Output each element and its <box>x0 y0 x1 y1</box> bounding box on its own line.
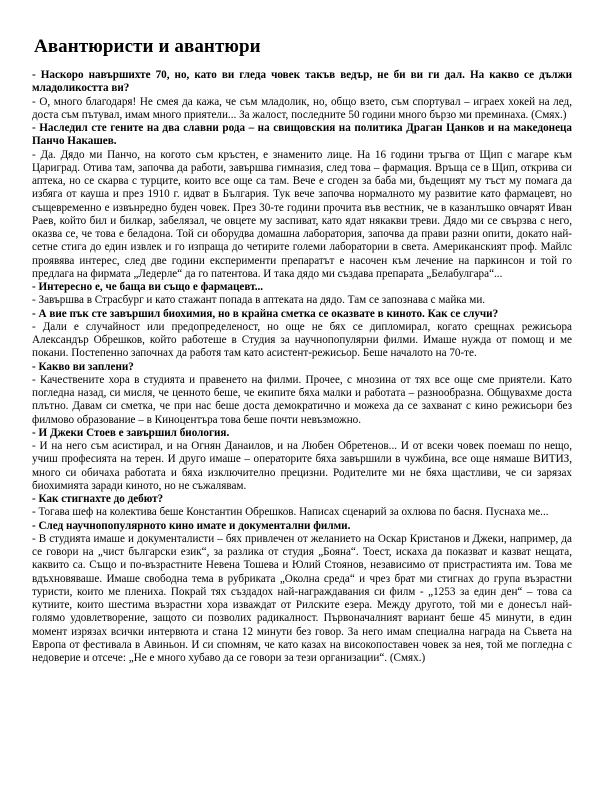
interview-answer: - И на него съм асистирал, и на Огнян Данаилов, и на Любен Обретенов... И от всеки човек поемаш по нещо, учиш професията на терен. И друго имаше – операторите бяха завършили в чужбина, все още нямаше ВИТИЗ, много си обичаха работата и бяха изключително прецизни. Родителите ми не бяха щастливи, че си зарязах биохимията заради киното, но не съжалявам. <box>32 440 572 492</box>
interview-answer: - Дали е случайност или предопределеност, но още не бях се дипломирал, когато срещнах режисьора Александър Обрешков, който работеше в Студия за научнопопулярни филми. Имаше нужда от помощ и ме покани. Постепенно започнах да работя там като асистент-режисьор. Беше началото на 70-те. <box>32 320 572 360</box>
interview-answer: - В студията имаше и документалисти – бях привлечен от желанието на Оскар Кристанов и Джеки, например, да се говори на „чист български език“, за разлика от студия „Бояна“. Тоест, искаха да показват и казват нещата, каквито са. Също и по-възрастните Невена Тошева и Юлий Стоянов, независимо от пристрастията им. Това ме вдъхновяваше. Имаше свободна тема в рубриката „Околна среда“ и чрез брат ми стигнах до група възрастни туристи, които ме плениха. Покрай тях създадох най-награждавания си филм - „1253 за един ден“ – това са кутиите, които шестима възрастни хора изваждат от Рилските езера. Между другото, той ми е донесъл най-голямо удовлетворение, защото си позволих радикалност. Първоначалният вариант беше 45 минути, в един момент изрязах всички интервюта и стана 12 минути без говор. За него имам специална награда на Съвета на Европа от фестивала в Авиньон. И си спомням, че като казах на високопоставен човек за нея, той ме погледна с недоверие и отсече: „Не е много хубаво да се говори за тези организации“. (Смях.) <box>32 532 572 664</box>
interview-question: - Какво ви заплени? <box>32 360 134 373</box>
interview-answer: - Да. Дядо ми Панчо, на когото съм кръстен, е знаменито лице. На 16 години тръгва от Щип с магаре към Цариград. Отива там, започва да работи, завършва гимназия, след това – фармация. Връща се в Щип, открива си аптека, но се скарва с турците, които все още са там. Вече е сгоден за баба ми, бъдещият му тъст му помага да избяга от кауша и през 1910 г. идват в България. Тук вече започва нормалното му развитие като фармацевт, но същевременно е извънредно буден човек. През 30-те години прочита във вестник, че в казанлъшко овчарят Иван Раев, който бил и билкар, забелязал, че овцете му заспиват, като ядат някакви треви. Дядо ми се свързва с него, оказва се, че това е беладона. Той си оборудва домашна лаборатория, започва да прави разни опити, докато най-сетне стига до един извлек и го изпраща до четирите големи лаборатории в света. Американският проф. Майлс проявява интерес, след две години експерименти препаратът е насочен към лечение на паркинсон и той го предлага на фирмата „Ледерле“ да го патентова. И така дядо ми създава препарата „Белабулгара“... <box>32 148 572 280</box>
interview-question: - Как стигнахте до дебют? <box>32 493 164 505</box>
interview-answer: - Тогава шеф на колектива беше Константин Обрешков. Написах сценарий за охлюва по басня. Пуснаха ме... <box>32 506 549 519</box>
interview-question: - След научнопопулярното кино имате и документални филми. <box>32 519 351 532</box>
article-title: Авантюристи и авантюри <box>34 36 261 57</box>
interview-question: - И Джеки Стоев е завършил биология. <box>32 426 230 439</box>
interview-answer: - Качествените хора в студията и правенето на филми. Прочее, с мнозина от тях все още сме приятели. Като погледна назад, си мисля, че ценното беше, че екипите бяха малки и работата – разнообразна. Общувахме доста плътно. Давам си сметка, че при нас беше доста демократично и можеха да се захванат с кино режисьори без филмово образование – в Киноцентъра това беше почти невъзможно. <box>32 373 572 426</box>
interview-question: - Наскоро навършихте 70, но, като ви гледа човек такъв ведър, не би ви ги дал. На какво се дължи младоликостта ви? <box>32 69 572 95</box>
interview-question: - Наследил сте гените на два славни рода – на свищовския на политика Драган Цанков и на македонеца Панчо Накашев. <box>32 122 572 148</box>
interview-question: - Интересно е, че баща ви също е фармацевт... <box>32 281 264 293</box>
interview-answer: - О, много благодаря! Не смея да кажа, че съм младолик, но, общо взето, съм спортувал – играех хокей на лед, доста съм пътувал, имам много приятели... За жалост, последните 50 години много бързо ми преминаха. (Смях.) <box>32 95 572 121</box>
interview-answer: - Завършва в Страсбург и като стажант попада в аптеката на дядо. Там се запознава с майка ми. <box>32 294 486 307</box>
interview-question: - А вие пък сте завършил биохимия, но в крайна сметка се оказвате в киното. Как се случи? <box>32 307 499 320</box>
article-body <box>32 69 572 665</box>
